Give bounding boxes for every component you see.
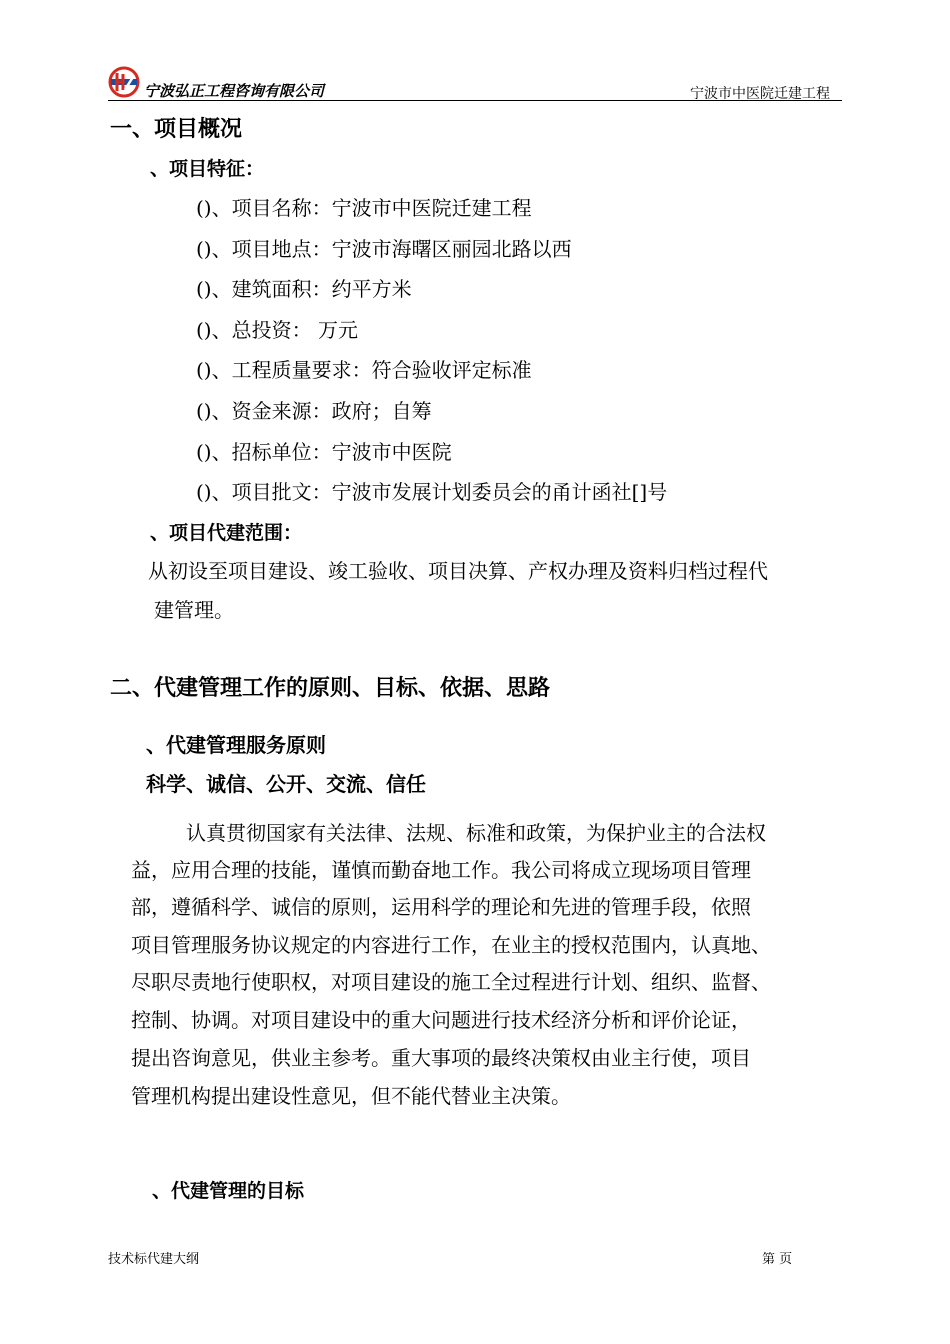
paragraph-line: 提出咨询意见，供业主参考。重大事项的最终决策权由业主行使，项目 bbox=[131, 1046, 751, 1070]
feature-item: ()、总投资： 万元 bbox=[196, 318, 358, 342]
feature-item: ()、招标单位：宁波市中医院 bbox=[196, 440, 452, 464]
feature-item: ()、资金来源：政府；自筹 bbox=[196, 399, 432, 423]
feature-item: ()、建筑面积：约平方米 bbox=[196, 277, 412, 301]
footer-page-number: 第 页 bbox=[762, 1252, 793, 1267]
header-project-name: 宁波市中医院迁建工程 bbox=[690, 86, 830, 102]
feature-item: ()、项目批文：宁波市发展计划委员会的甬计函社[]号 bbox=[196, 480, 668, 504]
paragraph-line: 部，遵循科学、诚信的原则，运用科学的理论和先进的管理手段，依照 bbox=[131, 895, 751, 919]
section-1-subheading-features: 、项目特征： bbox=[150, 158, 265, 180]
header-rule bbox=[108, 100, 842, 101]
paragraph-line: 益，应用合理的技能，谨慎而勤奋地工作。我公司将成立现场项目管理 bbox=[131, 858, 751, 882]
section-2-subheading-principles: 、代建管理服务原则 bbox=[146, 733, 326, 757]
paragraph-line: 尽职尽责地行使职权，对项目建设的施工全过程进行计划、组织、监督、 bbox=[131, 970, 771, 994]
section-2-title: 二、代建管理工作的原则、目标、依据、思路 bbox=[110, 676, 551, 701]
section-1-subheading-scope: 、项目代建范围： bbox=[150, 522, 303, 544]
header-company-name: 宁波弘正工程咨询有限公司 bbox=[144, 82, 325, 100]
feature-item: ()、项目名称：宁波市中医院迁建工程 bbox=[196, 196, 532, 220]
paragraph-line: 管理机构提出建设性意见，但不能代替业主决策。 bbox=[131, 1084, 571, 1108]
feature-item: ()、项目地点：宁波市海曙区丽园北路以西 bbox=[196, 237, 572, 261]
scope-text-line: 建管理。 bbox=[154, 598, 234, 622]
scope-text-line: 从初设至项目建设、竣工验收、项目决算、产权办理及资料归档过程代 bbox=[148, 559, 768, 583]
paragraph-line: 控制、协调。对项目建设中的重大问题进行技术经济分析和评价论证， bbox=[131, 1008, 751, 1032]
footer-document-title: 技术标代建大纲 bbox=[108, 1252, 200, 1267]
feature-item: ()、工程质量要求：符合验收评定标准 bbox=[196, 358, 532, 382]
principles-line: 科学、诚信、公开、交流、信任 bbox=[146, 772, 426, 796]
section-1-title: 一、项目概况 bbox=[110, 117, 243, 142]
paragraph-line: 认真贯彻国家有关法律、法规、标准和政策，为保护业主的合法权 bbox=[186, 821, 766, 845]
section-2-subheading-goals: 、代建管理的目标 bbox=[152, 1180, 305, 1202]
company-logo bbox=[108, 66, 140, 98]
paragraph-line: 项目管理服务协议规定的内容进行工作，在业主的授权范围内，认真地、 bbox=[131, 933, 771, 957]
